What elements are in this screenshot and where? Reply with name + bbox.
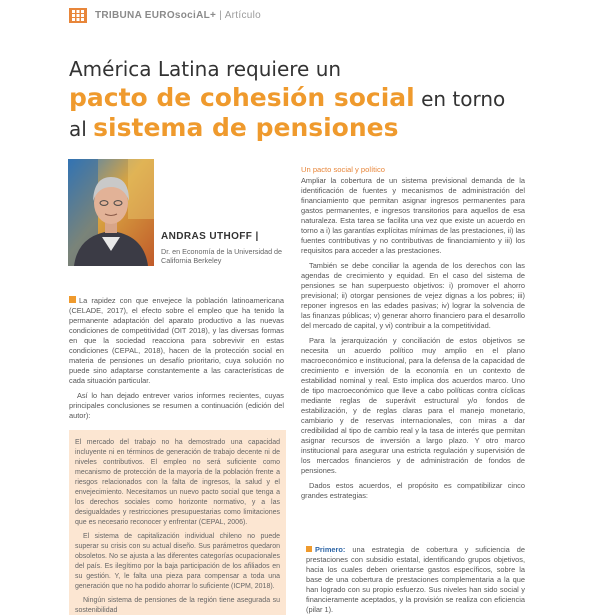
bullet-square-icon [306, 546, 312, 552]
left-column [69, 296, 284, 426]
bullet-item [306, 545, 525, 615]
section-label [95, 10, 261, 21]
paragraph: Dados estos acuerdos, el propósito es compatibilizar cinco grandes estrategias: [301, 481, 525, 500]
author-bio: Dr. en Economía de la Universidad de California Berkeley [161, 247, 283, 265]
title-line-3-plain: al [69, 117, 94, 141]
box-paragraph: Ningún sistema de pensiones de la región tiene asegurada su sostenibilidad [75, 597, 280, 614]
title-highlight-1: pacto de cohesión social [69, 83, 415, 112]
section-subhead: Un pacto social y político [301, 165, 385, 174]
paragraph: Ampliar la cobertura de un sistema previsional demanda de la identificación de fuentes y mecanismos de administración del financiamiento que permitan asignar ingresos permanentes para gastos permanentes, e ingresos transitorios para aquellos de esa naturaleza. Esta tarea se facilita una vez que existe un acuerdo en torno a i) las garantías explícitas mínimas de las prestaciones, ii) las fuentes contributivas y no contributivas de financiamiento y iii) los requisitos para acceder a las prestaciones. [301, 176, 525, 255]
title-highlight-2: sistema de pensiones [93, 113, 399, 142]
paragraph [69, 296, 284, 386]
title-line-2-plain: en torno [414, 87, 506, 111]
orange-square-icon [69, 296, 76, 303]
box-paragraph: El sistema de capitalización individual chileno no puede superar su crisis con su actual diseño. Sus parámetros quedaron obsoletos. No se ajusta a las diferentes categorías ocupacionales del país. Es ilegítimo por la baja participación de los afiliados en su gestión. Y, le falta una pieza para compensar a toda una generación que no ha podido ahorrar lo suficiente (ICPM, 2018). [75, 533, 280, 590]
article-header [69, 6, 261, 24]
bullet-label: Primero: [315, 545, 346, 554]
subsection-name: | Artículo [219, 9, 262, 21]
paragraph: Para la jerarquización y conciliación de estos objetivos se necesita un acuerdo político muy amplio en el plano macroeconómico e institucional, para la defensa de la capacidad de crecimiento e inversión de la economía en un contexto de estabilidad nominal y real. Esto implica dos acuerdos marco. Uno de tipo macroeconómico que lleve a cabo políticas contra cíclicas mediante reglas de superávit estructural y/o fondos de estabilización, y de reglas claras para el manejo monetario, cambiario y de reservas internacionales, con miras a dar credibilidad al tipo de cambio real y la tasa de interés que permitan asignar recursos de inversión a largo plazo. Y otro marco institucional para asegurar una estricta regulación y supervisión de los mercados financieros y de administración de fondos de pensiones. [301, 336, 525, 475]
paragraph: También se debe conciliar la agenda de los derechos con las agendas de crecimiento y equidad. En el caso del sistema de pensiones se han superpuesto objetivos: i) promover el ahorro previsional; ii) otorgar pensiones de vejez dignas a los pobres; iii) reponer ingresos en las edades pasivas; iv) lograr la solvencia de las finanzas públicas; v) generar ahorro financiero para el desarrollo del mercado de capital, y vi) contribuir a la competitividad. [301, 261, 525, 330]
author-photo [68, 159, 154, 266]
section-name: TRIBUNA EUROsociAL+ [95, 9, 217, 21]
author-block [161, 231, 291, 265]
right-column [301, 165, 525, 506]
bullet-text: una estrategia de cobertura y suficiencia de prestaciones con subsidio estatal, identificando grupos objetivos, hacia los cuales deben orientarse gastos específicos, sobre la base de una cobertura de prestaciones complementaria a la que han logrado con su propio esfuerzo. Sus niveles han sido social y financieramente aceptados, y la provisión se realiza con eficiencia (pilar 1). [306, 545, 525, 614]
title-line-1: América Latina requiere un [69, 57, 342, 81]
paragraph: Así lo han dejado entrever varios informes recientes, cuyas principales conclusiones se resumen a continuación (edición del autor): [69, 391, 284, 420]
grid-logo-icon [69, 8, 87, 23]
paragraph-text: La rapidez con que envejece la población latinoamericana (CELADE, 2017), el efecto sobre el empleo que ha tenido la permanente adaptación del aparato productivo a las nuevas condiciones de competitividad (OIT 2018), y las diversas formas en que la sociedad reacciona para sobrevivir en estas condiciones (CEPAL, 2018), hacen de la protección social en materia de pensiones un desafío prioritario, cuya solución no puede sino adaptarse constantemente a las características de cada situación particular. [69, 296, 284, 385]
box-paragraph: El mercado del trabajo no ha demostrado una capacidad incluyente ni en términos de generación de trabajo decente ni de niveles contributivos. El empleo no será suficiente como mecanismo de protección de la mayoría de la población frente a riesgos relacionados con la falta de ingresos, la salud y el envejecimiento. Necesitamos un nuevo pacto social que tenga a los derechos sociales como horizonte normativo, y a las desigualdades y restricciones presupuestarias como limitaciones que es necesario reconocer y enfrentar (CEPAL, 2006). [75, 439, 280, 526]
quote-box [69, 430, 286, 615]
author-name: ANDRAS UTHOFF | [161, 231, 259, 242]
article-title [69, 56, 589, 144]
